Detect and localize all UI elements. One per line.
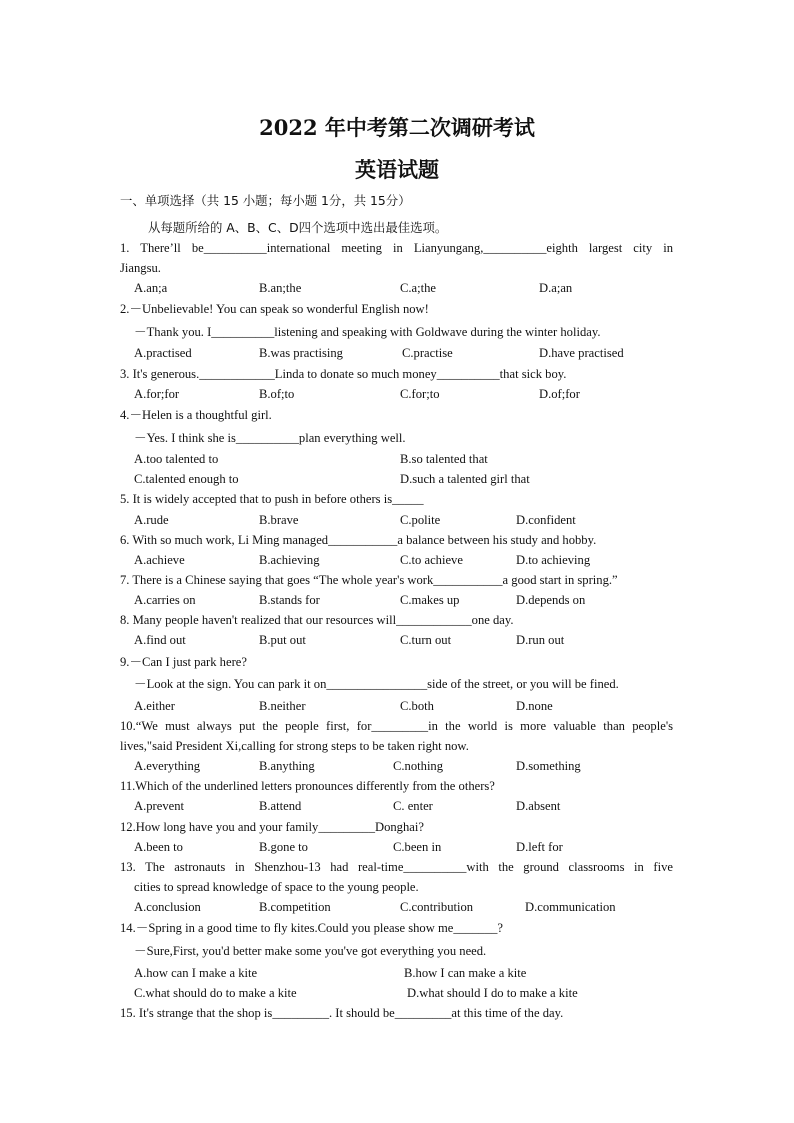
- q13-option-b[interactable]: B.competition: [259, 900, 331, 914]
- q8-option-a[interactable]: A.find out: [134, 633, 186, 647]
- q1-option-a[interactable]: A.an;a: [134, 281, 168, 295]
- q4-option-c[interactable]: C.talented enough to: [134, 472, 239, 486]
- q6-option-b[interactable]: B.achieving: [259, 553, 320, 567]
- q2-option-b[interactable]: B.was practising: [259, 346, 343, 360]
- q12-option-a[interactable]: A.been to: [134, 840, 183, 854]
- q9-option-d[interactable]: D.none: [516, 699, 553, 713]
- q4-option-d[interactable]: D.such a talented girl that: [400, 472, 530, 486]
- q14-option-a[interactable]: A.how can I make a kite: [134, 966, 258, 980]
- q1-option-c[interactable]: C.a;the: [400, 281, 437, 295]
- q11-option-d[interactable]: D.absent: [516, 799, 561, 813]
- q13-option-a[interactable]: A.conclusion: [134, 900, 201, 914]
- q6-option-c[interactable]: C.to achieve: [400, 553, 463, 567]
- q7-option-d[interactable]: D.depends on: [516, 593, 586, 607]
- q14-option-b[interactable]: B.how I can make a kite: [404, 966, 527, 980]
- q9-option-c[interactable]: C.both: [400, 699, 434, 713]
- q11-option-b[interactable]: B.attend: [259, 799, 302, 813]
- q4-option-a[interactable]: A.too talented to: [134, 452, 219, 466]
- q1-option-d[interactable]: D.a;an: [539, 281, 573, 295]
- page-title: 2022 年中考第二次调研考试: [259, 115, 535, 140]
- question-13-text-cont: cities to spread knowledge of space to the young people.: [134, 880, 419, 894]
- q14-option-d[interactable]: D.what should I do to make a kite: [407, 986, 578, 1000]
- question-2-text: 2.－Unbelievable! You can speak so wonderful English now!: [120, 302, 429, 316]
- q10-option-c[interactable]: C.nothing: [393, 759, 444, 773]
- page-subtitle: 英语试题: [355, 157, 439, 182]
- q10-option-a[interactable]: A.everything: [134, 759, 201, 773]
- q2-option-c[interactable]: C.practise: [402, 346, 453, 360]
- q3-option-b[interactable]: B.of;to: [259, 387, 295, 401]
- question-10-text-cont: lives,"said President Xi,calling for strong steps to be taken right now.: [120, 739, 469, 753]
- question-1-text: 1. There’ll be__________international meeting in Lianyungang,__________eighth largest city in: [120, 241, 673, 255]
- q5-option-c[interactable]: C.polite: [400, 513, 441, 527]
- section-heading: 一、单项选择（共 15 小题；每小题 1分，共 15分）: [120, 193, 411, 208]
- question-9-text-cont: －Look at the sign. You can park it on________________side of the street, or you will be fined.: [134, 677, 619, 691]
- q8-option-b[interactable]: B.put out: [259, 633, 306, 647]
- q8-option-d[interactable]: D.run out: [516, 633, 565, 647]
- q3-option-d[interactable]: D.of;for: [539, 387, 580, 401]
- question-10-text: 10.“We must always put the people first, for_________in the world is more valuable than people's: [120, 719, 673, 733]
- question-8-text: 8. Many people haven't realized that our resources will____________one day.: [120, 613, 514, 627]
- q5-option-a[interactable]: A.rude: [134, 513, 169, 527]
- q12-option-b[interactable]: B.gone to: [259, 840, 308, 854]
- q5-option-d[interactable]: D.confident: [516, 513, 576, 527]
- q4-option-b[interactable]: B.so talented that: [400, 452, 488, 466]
- q12-option-c[interactable]: C.been in: [393, 840, 442, 854]
- question-12-text: 12.How long have you and your family_________Donghai?: [120, 820, 424, 834]
- question-5-text: 5. It is widely accepted that to push in before others is_____: [120, 492, 424, 506]
- q2-option-a[interactable]: A.practised: [134, 346, 192, 360]
- question-14-text: 14.－Spring in a good time to fly kites.Could you please show me_______?: [120, 921, 504, 935]
- q10-option-b[interactable]: B.anything: [259, 759, 315, 773]
- question-15-text: 15. It's strange that the shop is_________. It should be_________at this time of the day.: [120, 1006, 564, 1020]
- q13-option-d[interactable]: D.communication: [525, 900, 616, 914]
- q7-option-b[interactable]: B.stands for: [259, 593, 320, 607]
- question-7-text: 7. There is a Chinese saying that goes “The whole year's work___________a good start in spring.”: [120, 573, 618, 587]
- question-14-text-cont: －Sure,First, you'd better make some you've got everything you need.: [134, 944, 487, 958]
- question-9-text: 9.－Can I just park here?: [120, 655, 247, 669]
- question-4-text-cont: －Yes. I think she is__________plan everything well.: [134, 431, 406, 445]
- q10-option-d[interactable]: D.something: [516, 759, 581, 773]
- q11-option-a[interactable]: A.prevent: [134, 799, 185, 813]
- q5-option-b[interactable]: B.brave: [259, 513, 299, 527]
- q3-option-c[interactable]: C.for;to: [400, 387, 440, 401]
- question-1-text-cont: Jiangsu.: [120, 261, 161, 275]
- q12-option-d[interactable]: D.left for: [516, 840, 563, 854]
- q8-option-c[interactable]: C.turn out: [400, 633, 452, 647]
- q7-option-c[interactable]: C.makes up: [400, 593, 460, 607]
- question-13-text: 13. The astronauts in Shenzhou-13 had real-time__________with the ground classrooms in five: [120, 860, 673, 874]
- q14-option-c[interactable]: C.what should do to make a kite: [134, 986, 297, 1000]
- q3-option-a[interactable]: A.for;for: [134, 387, 180, 401]
- q13-option-c[interactable]: C.contribution: [400, 900, 474, 914]
- q1-option-b[interactable]: B.an;the: [259, 281, 302, 295]
- q7-option-a[interactable]: A.carries on: [134, 593, 196, 607]
- question-6-text: 6. With so much work, Li Ming managed___________a balance between his study and hobby.: [120, 533, 597, 547]
- q11-option-c[interactable]: C. enter: [393, 799, 433, 813]
- q6-option-d[interactable]: D.to achieving: [516, 553, 591, 567]
- section-instruction: 从每题所给的 A、B、C、D四个选项中选出最佳选项。: [148, 220, 448, 235]
- q9-option-b[interactable]: B.neither: [259, 699, 306, 713]
- question-4-text: 4.－Helen is a thoughtful girl.: [120, 408, 272, 422]
- question-3-text: 3. It's generous.____________Linda to donate so much money__________that sick boy.: [120, 367, 567, 381]
- question-2-text-cont: －Thank you. I__________listening and speaking with Goldwave during the winter holiday.: [134, 325, 601, 339]
- q2-option-d[interactable]: D.have practised: [539, 346, 624, 360]
- question-11-text: 11.Which of the underlined letters pronounces differently from the others?: [120, 779, 495, 793]
- q9-option-a[interactable]: A.either: [134, 699, 175, 713]
- q6-option-a[interactable]: A.achieve: [134, 553, 185, 567]
